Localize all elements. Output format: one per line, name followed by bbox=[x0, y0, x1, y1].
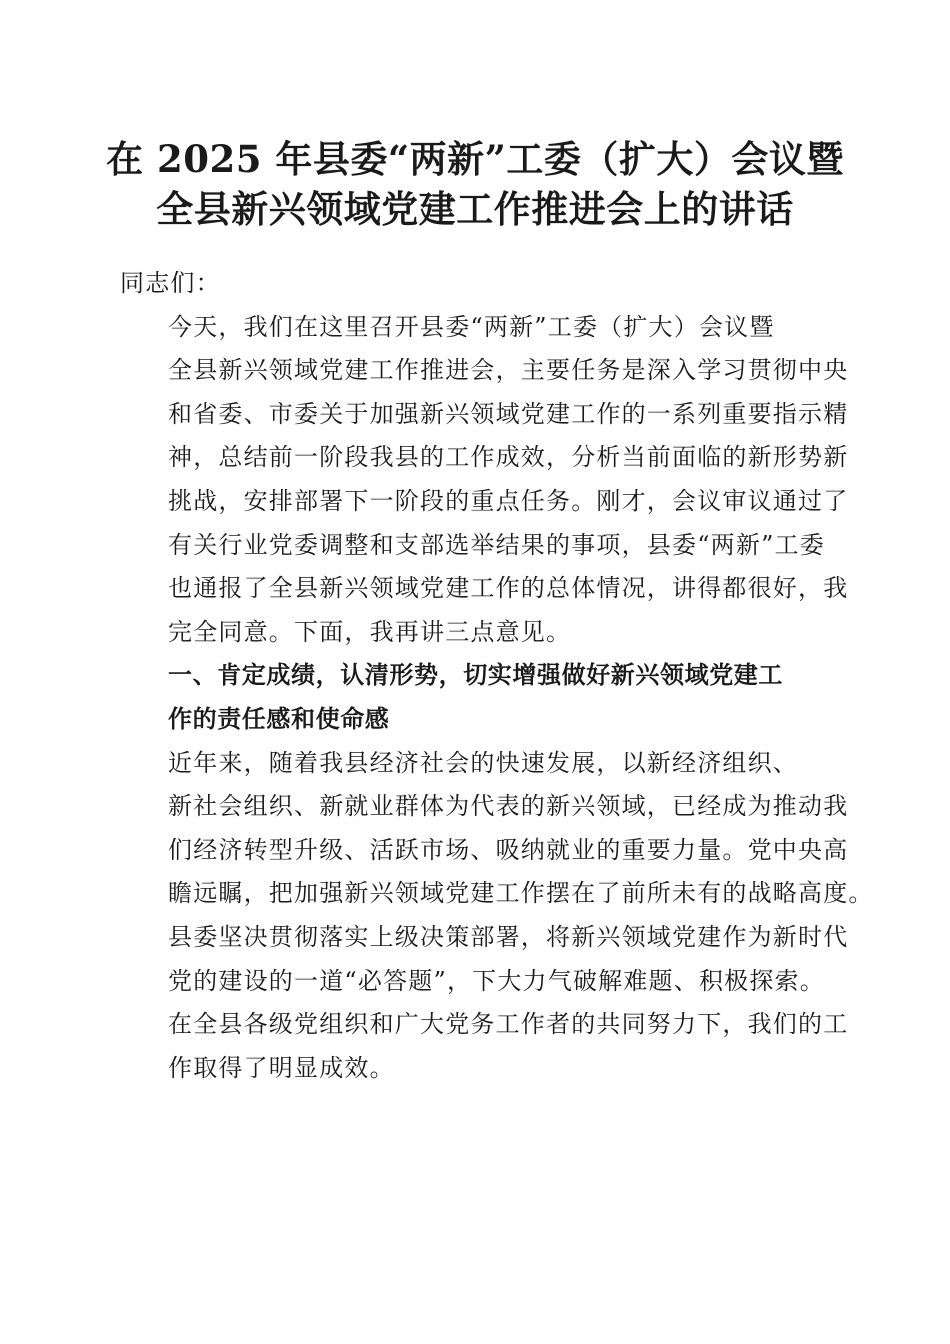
text-line: 神，总结前一阶段我县的工作成效，分析当前面临的新形势新 bbox=[168, 443, 849, 472]
text-line: 在全县各级党组织和广大党务工作者的共同努力下，我们的工 bbox=[168, 1010, 849, 1039]
text-line: 有关行业党委调整和支部选举结果的事项，县委“两新”工委 bbox=[168, 530, 825, 559]
text-line: 们经济转型升级、活跃市场、吸纳就业的重要力量。党中央高 bbox=[168, 835, 849, 864]
text-line: 党的建设的一道“必答题”，下大力气破解难题、积极探索。 bbox=[168, 966, 825, 995]
heading-line: 作的责任感和使命感 bbox=[168, 704, 390, 733]
paragraph-section-1 bbox=[120, 742, 874, 1091]
title-line-1: 在 2025 年县委“两新”工委（扩大）会议暨 bbox=[106, 137, 844, 181]
paragraph-intro bbox=[120, 306, 849, 655]
text-line: 瞻远瞩，把加强新兴领域党建工作摆在了前所未有的战略高度。 bbox=[168, 879, 874, 908]
text-line: 今天，我们在这里召开县委“两新”工委（扩大）会议暨 bbox=[168, 312, 775, 341]
text-line: 县委坚决贯彻落实上级决策部署，将新兴领域党建作为新时代 bbox=[168, 922, 849, 951]
document-body bbox=[120, 262, 874, 1090]
section-heading-1 bbox=[120, 654, 834, 741]
text-line: 挑战，安排部署下一阶段的重点任务。刚才，会议审议通过了 bbox=[168, 486, 849, 515]
text-line: 和省委、市委关于加强新兴领域党建工作的一系列重要指示精 bbox=[168, 399, 849, 428]
text-line: 全县新兴领域党建工作推进会，主要任务是深入学习贯彻中央 bbox=[168, 356, 849, 385]
text-line: 近年来，随着我县经济社会的快速发展，以新经济组织、 bbox=[168, 748, 798, 777]
document-title bbox=[100, 134, 850, 234]
salutation: 同志们： bbox=[120, 269, 221, 297]
title-line-2: 全县新兴领域党建工作推进会上的讲话 bbox=[156, 187, 794, 231]
text-line: 也通报了全县新兴领域党建工作的总体情况，讲得都很好，我 bbox=[168, 574, 849, 603]
heading-line: 一、肯定成绩，认清形势，切实增强做好新兴领域党建工 bbox=[168, 661, 783, 690]
text-line: 完全同意。下面，我再讲三点意见。 bbox=[168, 617, 572, 646]
text-line: 作取得了明显成效。 bbox=[168, 1053, 395, 1082]
text-line: 新社会组织、新就业群体为代表的新兴领域，已经成为推动我 bbox=[168, 792, 849, 821]
